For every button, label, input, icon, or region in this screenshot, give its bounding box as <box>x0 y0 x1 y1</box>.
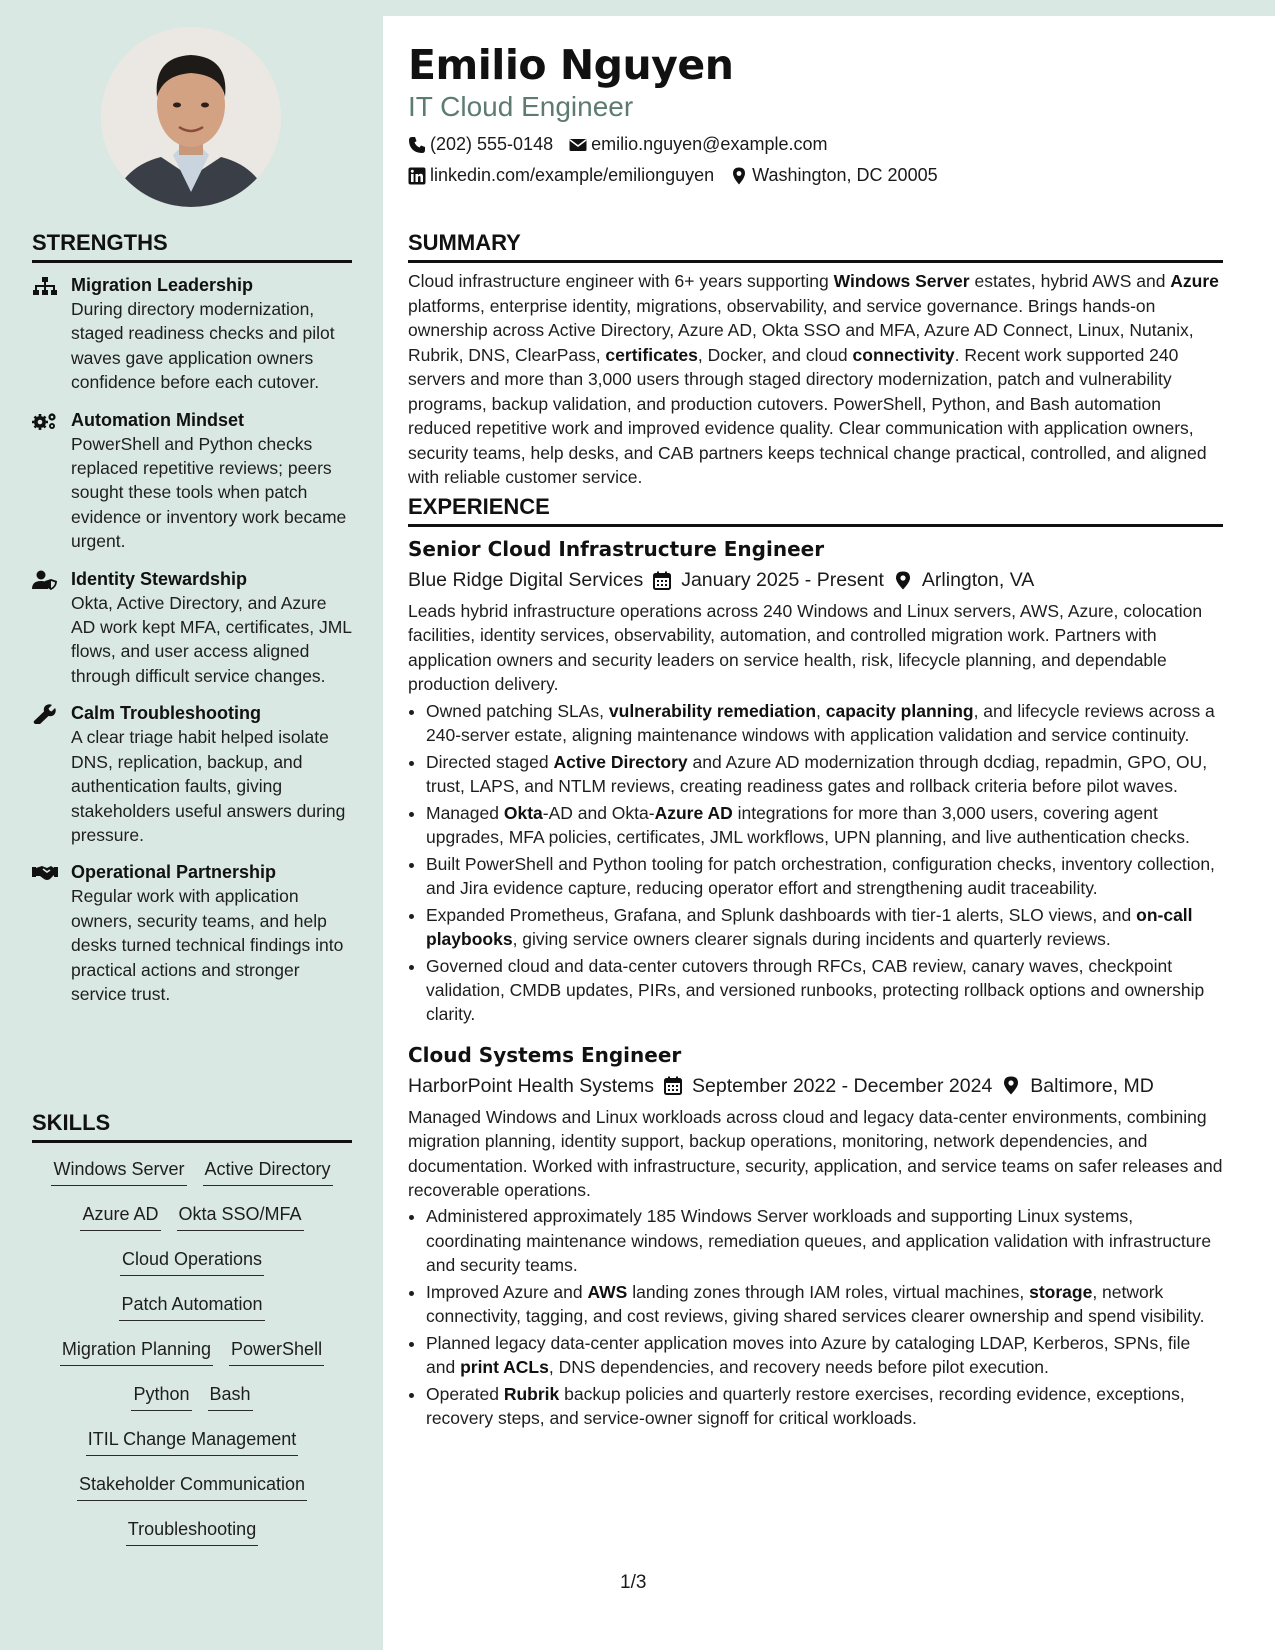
phone-text: (202) 555-0148 <box>430 134 554 154</box>
strength-title: Migration Leadership <box>71 275 254 295</box>
job-location: Arlington, VA <box>921 569 1035 591</box>
job-entry-title: Cloud Systems Engineer <box>408 1042 682 1067</box>
strength-desc: Okta, Active Directory, and Azure AD work kept MFA, certificates, JML flows, and user access aligned through difficult service changes. <box>71 592 352 686</box>
skills-section <box>32 1110 352 1562</box>
sidebar <box>0 0 383 1650</box>
phone-contact <box>408 134 553 155</box>
skills-heading: SKILLS <box>32 1110 352 1143</box>
skill-row <box>32 1247 352 1292</box>
linkedin-contact[interactable] <box>408 165 714 186</box>
skill-tag: Python <box>131 1382 191 1411</box>
sitemap-icon <box>32 276 58 296</box>
skill-tag: Migration Planning <box>60 1337 213 1366</box>
email-text[interactable]: emilio.nguyen@example.com <box>591 134 828 154</box>
skill-tag: Cloud Operations <box>120 1247 264 1276</box>
contact-row <box>408 134 827 155</box>
location-contact <box>730 165 937 186</box>
strengths-section <box>32 230 352 1006</box>
job-bullet: • Governed cloud and data-center cutovers through RFCs, CAB review, canary waves, checkpoint validation, CMDB updates, PIRs, and versioned runbooks, protecting rollback options and ownership clarity. <box>426 954 1223 1027</box>
strength-item <box>32 409 352 554</box>
job-meta <box>408 565 1223 595</box>
strength-title: Automation Mindset <box>71 409 244 430</box>
strength-title: Calm Troubleshooting <box>71 703 262 724</box>
email-contact[interactable] <box>569 134 827 155</box>
job-bullet: • Owned patching SLAs, vulnerability remediation, capacity planning, and lifecycle reviews across a 240-server estate, aligning maintenance windows with application validation and service continuity. <box>426 699 1223 748</box>
contact-row <box>408 165 938 186</box>
summary-heading: SUMMARY <box>408 230 1223 263</box>
job-bullet: • Improved Azure and AWS landing zones through IAM roles, virtual machines, storage, network connectivity, tagging, and cost reviews, giving shared services clearer ownership and spend visibility. <box>426 1280 1223 1329</box>
calendar-icon <box>664 1076 682 1095</box>
handshake-icon <box>32 863 58 883</box>
skill-tag: Stakeholder Communication <box>77 1472 307 1501</box>
strength-desc: A clear triage habit helped isolate DNS, replication, backup, and authentication faults, giving stakeholders useful answers during pressure. <box>71 727 346 845</box>
job-bullet: • Planned legacy data-center application moves into Azure by cataloging LDAP, Kerberos, SPNs, file and print ACLs, DNS dependencies, and recovery needs before pilot execution. <box>426 1331 1223 1380</box>
skill-row <box>32 1202 352 1247</box>
job-bullet: • Directed staged Active Directory and Azure AD modernization through dcdiag, repadmin, GPO, OU, trust, LAPS, and NTLM reviews, creating readiness gates and rollback criteria before pilot waves. <box>426 750 1223 799</box>
company-name: Blue Ridge Digital Services <box>408 569 644 591</box>
strengths-heading: STRENGTHS <box>32 230 352 263</box>
page-number: 1/3 <box>620 1572 647 1593</box>
skill-row <box>32 1427 352 1472</box>
company-name: HarborPoint Health Systems <box>408 1074 655 1097</box>
skill-row <box>32 1292 352 1337</box>
calendar-icon <box>653 571 671 590</box>
avatar <box>101 27 281 207</box>
skill-row <box>32 1157 352 1202</box>
map-pin-icon <box>730 167 748 185</box>
skill-tag: Patch Automation <box>119 1292 264 1321</box>
job-description: Leads hybrid infrastructure operations across 240 Windows and Linux servers, AWS, Azure, colocation facilities, identity services, observability, automation, and controlled migration work. Partners with application owners and security leaders on service health, risk, lifecycle planning, and dependable production delivery. <box>408 601 1203 695</box>
job-meta <box>408 1071 1223 1101</box>
user-shield-icon <box>32 570 58 590</box>
skill-tag: ITIL Change Management <box>86 1427 298 1456</box>
job-dates: September 2022 - December 2024 <box>692 1074 993 1097</box>
skill-row <box>32 1517 352 1562</box>
job-bullets <box>408 699 1223 1027</box>
skill-tag: Bash <box>208 1382 253 1411</box>
strength-desc: During directory modernization, staged readiness checks and pilot waves gave application owners confidence before each cutover. <box>71 299 335 393</box>
skill-tag: Active Directory <box>203 1157 333 1186</box>
skill-row <box>32 1337 352 1382</box>
skill-tag: Okta SSO/MFA <box>177 1202 304 1231</box>
gears-icon <box>32 411 58 431</box>
location-text: Washington, DC 20005 <box>752 165 938 185</box>
job-bullets <box>408 1204 1223 1430</box>
envelope-icon <box>569 136 587 154</box>
experience-heading: EXPERIENCE <box>408 494 1223 527</box>
candidate-name: Emilio Nguyen <box>408 41 734 89</box>
strength-title: Identity Stewardship <box>71 568 248 589</box>
strength-desc: PowerShell and Python checks replaced repetitive reviews; peers sought these tools when patch evidence or inventory work became urgent. <box>71 433 347 552</box>
phone-icon <box>408 136 426 154</box>
wrench-icon <box>32 704 58 724</box>
job-entry <box>408 535 1223 1027</box>
map-pin-icon <box>894 571 912 590</box>
job-dates: January 2025 - Present <box>681 569 884 591</box>
job-bullet: • Expanded Prometheus, Grafana, and Splunk dashboards with tier-1 alerts, SLO views, and on-call playbooks, giving service owners clearer signals during incidents and quarterly reviews. <box>426 903 1223 952</box>
job-description: Managed Windows and Linux workloads across cloud and legacy data-center environments, combining migration planning, identity support, backup operations, monitoring, network dependencies, and documentation. Worked with infrastructure, security, application, and service teams on safer releases and recoverable operations. <box>408 1106 1223 1201</box>
skill-tag: PowerShell <box>229 1337 324 1366</box>
skill-row <box>32 1382 352 1427</box>
job-bullet: • Managed Okta-AD and Okta-Azure AD integrations for more than 3,000 users, covering agent upgrades, MFA policies, certificates, JML workflows, UPN planning, and live authentication checks. <box>426 801 1223 850</box>
summary-text: Cloud infrastructure engineer with 6+ years supporting Windows Server estates, hybrid AWS and Azure platforms, enterprise identity, migrations, observability, and service governance. Brings hands-on ownership across Active Directory, Azure AD, Okta SSO and MFA, Azure AD Connect, Linux, Nutanix, Rubrik, DNS, ClearPass, certificates, Docker, and cloud connectivity. Recent work supported 240 servers and more than 3,000 users through staged directory modernization, patch and vulnerability programs, backup validation, and production cutovers. PowerShell, Python, and Bash automation reduced repetitive work and improved evidence quality. Clear communication with application owners, security teams, help desks, and CAB partners keeps technical change practical, controlled, and aligned with reliable customer service. <box>408 271 1219 487</box>
job-title: IT Cloud Engineer <box>408 91 634 122</box>
skill-tag: Azure AD <box>80 1202 160 1231</box>
job-bullet: • Built PowerShell and Python tooling for patch orchestration, configuration checks, inventory collection, and Jira evidence capture, reducing operator effort and strengthening audit traceability. <box>426 852 1223 901</box>
linkedin-text[interactable]: linkedin.com/example/emilionguyen <box>430 165 715 185</box>
job-location: Baltimore, MD <box>1030 1074 1154 1097</box>
strength-item <box>32 861 352 1006</box>
skill-row <box>32 1472 352 1517</box>
job-bullet: • Operated Rubrik backup policies and quarterly restore exercises, recording evidence, exceptions, recovery steps, and service-owner signoff for critical workloads. <box>426 1382 1223 1431</box>
job-bullet: • Administered approximately 185 Windows Server workloads and supporting Linux systems, coordinating maintenance windows, remediation queues, and application validation with infrastructure and security teams. <box>426 1204 1223 1277</box>
skill-tag: Troubleshooting <box>126 1517 258 1546</box>
strength-title: Operational Partnership <box>71 862 277 883</box>
strength-item <box>32 568 352 689</box>
job-entry-title: Senior Cloud Infrastructure Engineer <box>408 537 825 561</box>
skills-list <box>32 1157 352 1562</box>
linkedin-icon <box>408 167 426 185</box>
experience-section <box>408 494 1223 1433</box>
job-entry <box>408 1041 1223 1431</box>
skill-tag: Windows Server <box>51 1157 186 1186</box>
map-pin-icon <box>1002 1076 1020 1095</box>
summary-section <box>408 230 1223 490</box>
strength-desc: Regular work with application owners, security teams, and help desks turned technical findings into practical actions and stronger service trust. <box>71 886 344 1004</box>
main-content <box>383 16 1275 1650</box>
strength-item <box>32 702 352 847</box>
strength-item <box>32 274 352 395</box>
